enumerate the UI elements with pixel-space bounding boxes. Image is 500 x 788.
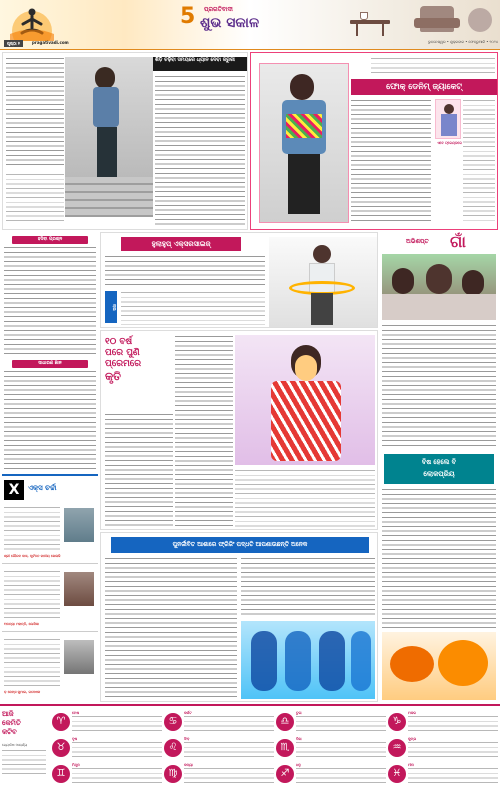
- horoscope-sign: [52, 736, 162, 760]
- coffee-table-illustration: [330, 2, 498, 38]
- lead-story-headline: ଶିଡ଼ି ଚଢ଼ିବା ସମୟରେ ଧ୍ୟାନ ଦେବା ଜରୁରୀ: [153, 57, 247, 71]
- zodiac-icon: ♊: [52, 765, 70, 783]
- hula-body: [105, 255, 265, 287]
- sign-text: [296, 715, 386, 732]
- poison-headline-line1: ବିଷ ହେଲେ ବି: [421, 458, 457, 466]
- sign-name: ତୁଳା: [296, 711, 302, 715]
- dateline: ଭୁବନେଶ୍ୱର • ଶୁକ୍ରବାର • ଫେବ୍ରୁଆରି • ୨୦୨୪: [427, 40, 498, 44]
- horoscope-title-line1: ଆଜି: [2, 710, 14, 718]
- sign-name: ମକର: [408, 711, 417, 715]
- poison-headline-line2: ଲୋକପ୍ରିୟ: [423, 470, 455, 478]
- poison-photo: [382, 632, 496, 700]
- kriti-headline-line4: କୃତି: [105, 370, 121, 383]
- avatar: [64, 640, 94, 674]
- x-post: [2, 568, 98, 632]
- hula-benefits: [121, 291, 265, 325]
- zodiac-icon: ♎: [276, 713, 294, 731]
- horoscope-sign: [388, 762, 498, 786]
- sign-name: କୁମ୍ଭ: [408, 737, 417, 741]
- horoscope-title-block: [2, 710, 48, 786]
- sign-text: [184, 715, 274, 732]
- questions-text: [4, 246, 96, 356]
- gk-text: [4, 370, 96, 470]
- horoscope-sign: [164, 736, 274, 760]
- fashion-intro: [371, 57, 495, 75]
- masthead: [0, 0, 500, 50]
- sign-text: [72, 715, 162, 732]
- sign-name: ମିଥୁନ: [72, 763, 80, 767]
- kriti-headline: [105, 337, 169, 409]
- x-post-author: ଅନନ୍ୟା ମହାନ୍ତି, ଲେଖିକା: [4, 622, 40, 626]
- horoscope-sign: [276, 762, 386, 786]
- sign-text: [184, 741, 274, 758]
- horoscope-sign: [164, 762, 274, 786]
- zodiac-icon: ♐: [276, 765, 294, 783]
- zodiac-icon: ♋: [164, 713, 182, 731]
- kriti-photo: [235, 335, 375, 465]
- village-photo: [382, 254, 496, 320]
- lead-story-body-2: [6, 173, 64, 225]
- sign-name: ମେଷ: [72, 711, 80, 715]
- poison-body: [382, 488, 496, 628]
- fashion-headline: ଫୋକ୍ ଡେନିମ୍ ଜ୍ୟାକେଟ୍: [351, 79, 497, 95]
- zodiac-icon: ♓: [388, 765, 406, 783]
- zodiac-icon: ♍: [164, 765, 182, 783]
- village-story: [380, 232, 498, 450]
- horoscope-astrologer: ଜ୍ୟୋତିଷ ଆଚାର୍ଯ୍ୟ: [2, 743, 28, 747]
- astrologer-contact: [2, 749, 46, 775]
- fashion-body-right: [463, 99, 495, 223]
- sign-text: [408, 767, 498, 784]
- cryo-body-right: [241, 557, 375, 617]
- hula-photo: [269, 237, 377, 327]
- x-logo-icon: X: [4, 480, 24, 500]
- horoscope-sign: [164, 710, 274, 734]
- fashion-tagline: ଏବେ ଟ୍ରେଣ୍ଡରେ: [437, 141, 462, 145]
- sign-text: [296, 767, 386, 784]
- sign-name: କନ୍ୟା: [184, 763, 193, 767]
- sign-text: [184, 767, 274, 784]
- supplement-name: ଶୁଭ ସକାଳ: [200, 15, 260, 31]
- cryo-body-left: [105, 557, 237, 699]
- kriti-headline-line1: ୧୦ ବର୍ଷ: [105, 337, 133, 347]
- horoscope-sign: [388, 710, 498, 734]
- avatar: [64, 508, 94, 542]
- zodiac-icon: ♈: [52, 713, 70, 731]
- horoscope-sign: [388, 736, 498, 760]
- x-section: [2, 474, 98, 700]
- avatar: [64, 572, 94, 606]
- x-post: [2, 504, 98, 564]
- sign-text: [408, 741, 498, 758]
- x-section-title: ଏକ୍ସ ଚର୍ଚ୍ଚା: [28, 484, 57, 492]
- zodiac-icon: ♒: [388, 739, 406, 757]
- x-post-author: ଶ୍ରୀ ଗୌରବ ଦାସ, ପୂର୍ବତନ ଜାତୀୟ ଖେଳାଳି: [4, 554, 61, 558]
- horoscope-title-line3: କଟିବ: [2, 728, 17, 736]
- fashion-photo-side: [435, 99, 461, 139]
- page-number: ପୃଷ୍ଠା ୨: [4, 40, 23, 47]
- publication-name: ପ୍ରଗତିବାଦୀ: [204, 6, 233, 13]
- horoscope: [0, 704, 500, 788]
- village-label: ଅଭିଶପ୍ତ: [406, 238, 429, 245]
- sign-name: ସିଂହ: [184, 737, 190, 741]
- zodiac-icon: ♉: [52, 739, 70, 757]
- sign-name: କର୍କଟ: [184, 711, 192, 715]
- horoscope-sign: [276, 736, 386, 760]
- x-post: [2, 636, 98, 700]
- hula-story: [100, 232, 378, 328]
- sign-text: [72, 741, 162, 758]
- cryo-headline: ପୁନର୍ଜୀବିତ ଆଶାରେ ଫ୍ରିଜିଂ ପଦ୍ଧତି ଆପଣାଉଛନ୍ତି ଅନେକ: [111, 537, 369, 553]
- masthead-logo: [180, 4, 330, 36]
- yoga-illustration: [2, 1, 62, 41]
- poison-headline: [384, 454, 494, 484]
- sign-name: ବୃଷ: [72, 737, 78, 741]
- horoscope-title-line2: କେମିତି: [2, 719, 21, 727]
- kriti-body-right: [235, 469, 375, 527]
- hula-sidebar-label: ଲାଭ: [105, 291, 117, 323]
- kriti-body-mid: [175, 335, 233, 527]
- village-body: [382, 324, 496, 448]
- horoscope-sign: [52, 710, 162, 734]
- horoscope-grid: [52, 710, 498, 786]
- fashion-body: [351, 99, 431, 223]
- section-title-gk: ସାଧାରଣ ଜ୍ଞାନ: [12, 360, 88, 368]
- website: pragativadi.com: [32, 40, 69, 45]
- lead-story-body: [155, 75, 245, 225]
- kriti-headline-line3: ପ୍ରେମରେ: [105, 359, 142, 369]
- sign-name: ଧନୁ: [296, 763, 301, 767]
- village-title: ଗାଁ: [450, 232, 466, 251]
- sign-text: [72, 767, 162, 784]
- kriti-story: [100, 330, 378, 530]
- horoscope-sign: [276, 710, 386, 734]
- section-title-questions: ହସିବା ପ୍ରଶ୍ନ: [12, 236, 88, 244]
- zodiac-icon: ♏: [276, 739, 294, 757]
- sign-text: [296, 741, 386, 758]
- x-post-author: ଡ଼ ଜେମ୍ସ କୁମାର, ଗବେଷକ: [4, 690, 41, 694]
- sign-name: ବିଛା: [296, 737, 302, 741]
- kriti-headline-line2: ପରେ ପୁଣି: [105, 348, 140, 358]
- hula-headline: ହୁଲାହୁପ୍ ଏକ୍ସରସାଇଜ୍: [121, 237, 241, 251]
- poison-story: [380, 452, 498, 702]
- lead-story-photo: [65, 57, 153, 217]
- sign-name: ମୀନ: [408, 763, 414, 767]
- supplement-number: 5: [180, 4, 196, 29]
- left-column: [2, 232, 98, 702]
- lead-story: [2, 52, 248, 230]
- cryo-photo: [241, 621, 375, 699]
- fashion-photo-main: [259, 63, 349, 223]
- kriti-body-left: [105, 413, 173, 527]
- sign-text: [408, 715, 498, 732]
- fashion-story: [250, 52, 498, 230]
- zodiac-icon: ♑: [388, 713, 406, 731]
- zodiac-icon: ♌: [164, 739, 182, 757]
- lead-story-intro: [6, 57, 64, 167]
- cryo-story: [100, 532, 378, 702]
- horoscope-sign: [52, 762, 162, 786]
